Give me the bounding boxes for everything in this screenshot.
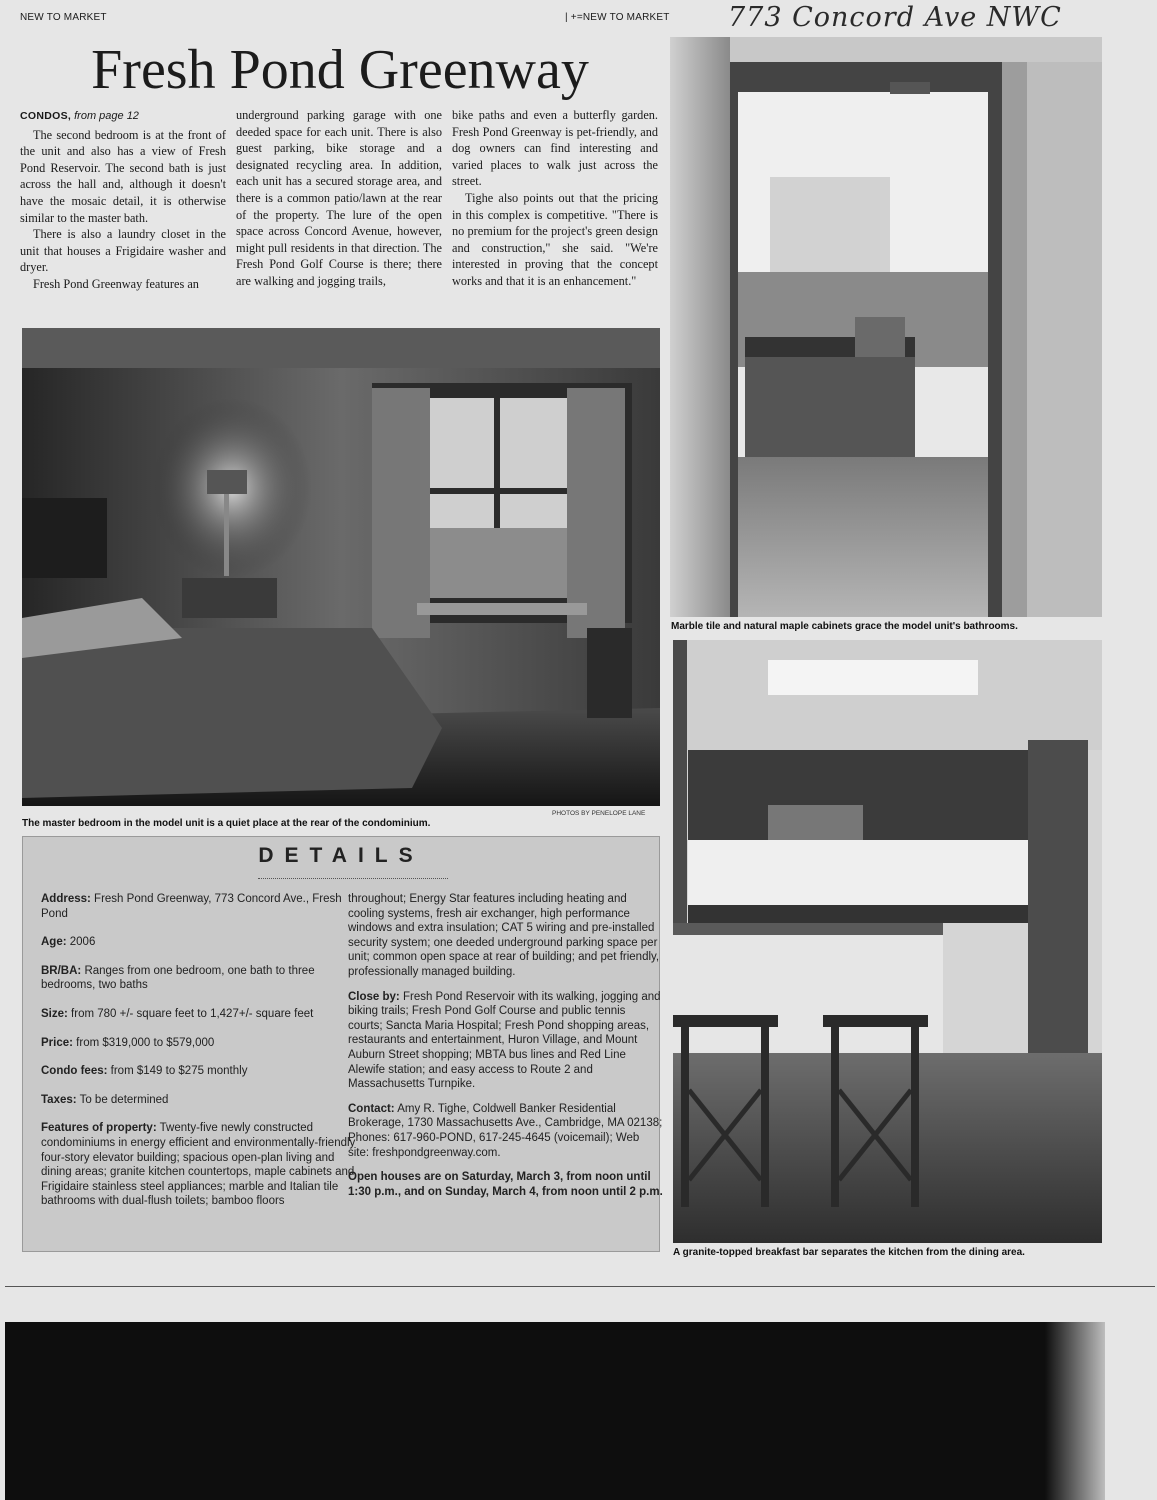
detail-br-ba: BR/BA: Ranges from one bedroom, one bath to three bedrooms, two baths xyxy=(41,964,315,992)
detail-taxes: Taxes: To be determined xyxy=(41,1093,169,1106)
bedroom-caption: The master bedroom in the model unit is a quiet place at the rear of the condominium. xyxy=(22,818,431,829)
detail-features: Features of property: Twenty-five newly constructed condominiums in energy efficient and environmentally-friendly four-story elevator building; spacious open-plan living and dining areas; granite kitchen countertops, maple cabinets and Frigidaire stainless steel appliances; marble and Italian tile bathrooms with dual-flush toilets; bamboo floors xyxy=(41,1122,356,1208)
scan-fade xyxy=(1045,1322,1105,1500)
article-paragraph: Fresh Pond Greenway features an xyxy=(33,276,199,291)
page-bottom-rule xyxy=(5,1286,1155,1287)
detail-condo-fees: Condo fees: from $149 to $275 monthly xyxy=(41,1065,248,1078)
kicker-line xyxy=(20,107,226,125)
article-column-1 xyxy=(20,107,226,293)
details-divider xyxy=(258,878,448,879)
details-column-right xyxy=(348,892,663,1209)
detail-contact: Contact: Amy R. Tighe, Coldwell Banker Residential Brokerage, 1730 Massachusetts Ave., Cambridge, MA 02138; Phones: 617-960-POND, 617-245-4645 (voicemail); Web site: freshpondgreenway.com. xyxy=(348,1102,663,1159)
article-paragraph: underground parking garage with one deeded space for each unit. There is also guest parking, bike storage and a designated recycling area. In addition, each unit has a secured storage area, and there is a common patio/lawn at the rear of the property. The lure of the open space across Concord Avenue, however, might pull residents in that direction. The Fresh Pond Golf Course is there; there are walking and jogging trails, xyxy=(236,108,442,288)
article-paragraph: Tighe also points out that the pricing in this complex is competitive. "There is no premium for the project's green design and construction," she said. "We're interested in proving that the concept works and that it is an enhancement." xyxy=(452,190,658,288)
kicker: CONDOS, xyxy=(20,110,72,122)
section-label-left: NEW TO MARKET xyxy=(20,12,107,23)
detail-close-by: Close by: Fresh Pond Reservoir with its walking, jogging and biking trails; Fresh Pond Golf Course and public tennis courts; Sancta Maria Hospital; Fresh Pond shopping areas, restaurants and entertainment, Huron Village, and Mount Auburn Street shopping; MBTA bus lines and Red Line Alewife station; and easy access to Route 2 and Massachusetts Turnpike. xyxy=(348,990,661,1091)
details-box xyxy=(22,836,663,1252)
kitchen-caption: A granite-topped breakfast bar separates the kitchen from the dining area. xyxy=(673,1247,1025,1258)
article-column-2 xyxy=(236,107,442,290)
article-column-3 xyxy=(452,107,658,290)
kicker-from: from page 12 xyxy=(74,110,139,122)
detail-price: Price: from $319,000 to $579,000 xyxy=(41,1036,215,1049)
detail-age: Age: 2006 xyxy=(41,936,96,949)
details-title: DETAILS xyxy=(258,844,424,867)
section-label-right: | +=NEW TO MARKET xyxy=(565,12,670,23)
detail-open-houses: Open houses are on Saturday, March 3, from noon until 1:30 p.m., and on Sunday, March 4, from noon until 2 p.m. xyxy=(348,1171,663,1198)
detail-features-continued: throughout; Energy Star features including heating and cooling systems, fresh air exchanger, high performance windows and extra insulation; CAT 5 wiring and pre-installed security system; one deeded underground parking space per unit; common open space at rear of building; and pet friendly, professionally managed building. xyxy=(348,893,660,978)
kitchen-photo xyxy=(673,640,1102,1243)
details-column-left xyxy=(41,892,356,1223)
photo-credit: PHOTOS BY PENELOPE LANE xyxy=(552,810,646,817)
bathroom-caption: Marble tile and natural maple cabinets grace the model unit's bathrooms. xyxy=(671,621,1018,632)
detail-size: Size: from 780 +/- square feet to 1,427+/- square feet xyxy=(41,1007,314,1020)
detail-address: Address: Fresh Pond Greenway, 773 Concord Ave., Fresh Pond xyxy=(41,893,342,920)
article-paragraph: The second bedroom is at the front of the unit and also has a view of Fresh Pond Reservoir. The second bath is just across the hall and, although it doesn't have the mosaic detail, it is otherwise similar to the master bath. xyxy=(20,127,226,225)
scan-dark-band xyxy=(5,1322,1105,1500)
article-paragraph: There is also a laundry closet in the unit that houses a Frigidaire washer and dryer. xyxy=(20,227,226,275)
article-paragraph: bike paths and even a butterfly garden. Fresh Pond Greenway is pet-friendly, and dog owners can find interesting and varied places to walk just across the street. xyxy=(452,108,658,189)
bedroom-photo xyxy=(22,328,660,806)
bathroom-photo xyxy=(670,37,1102,617)
handwritten-address-note: 773 Concord Ave NWC xyxy=(728,2,1062,33)
headline: Fresh Pond Greenway xyxy=(91,39,589,101)
